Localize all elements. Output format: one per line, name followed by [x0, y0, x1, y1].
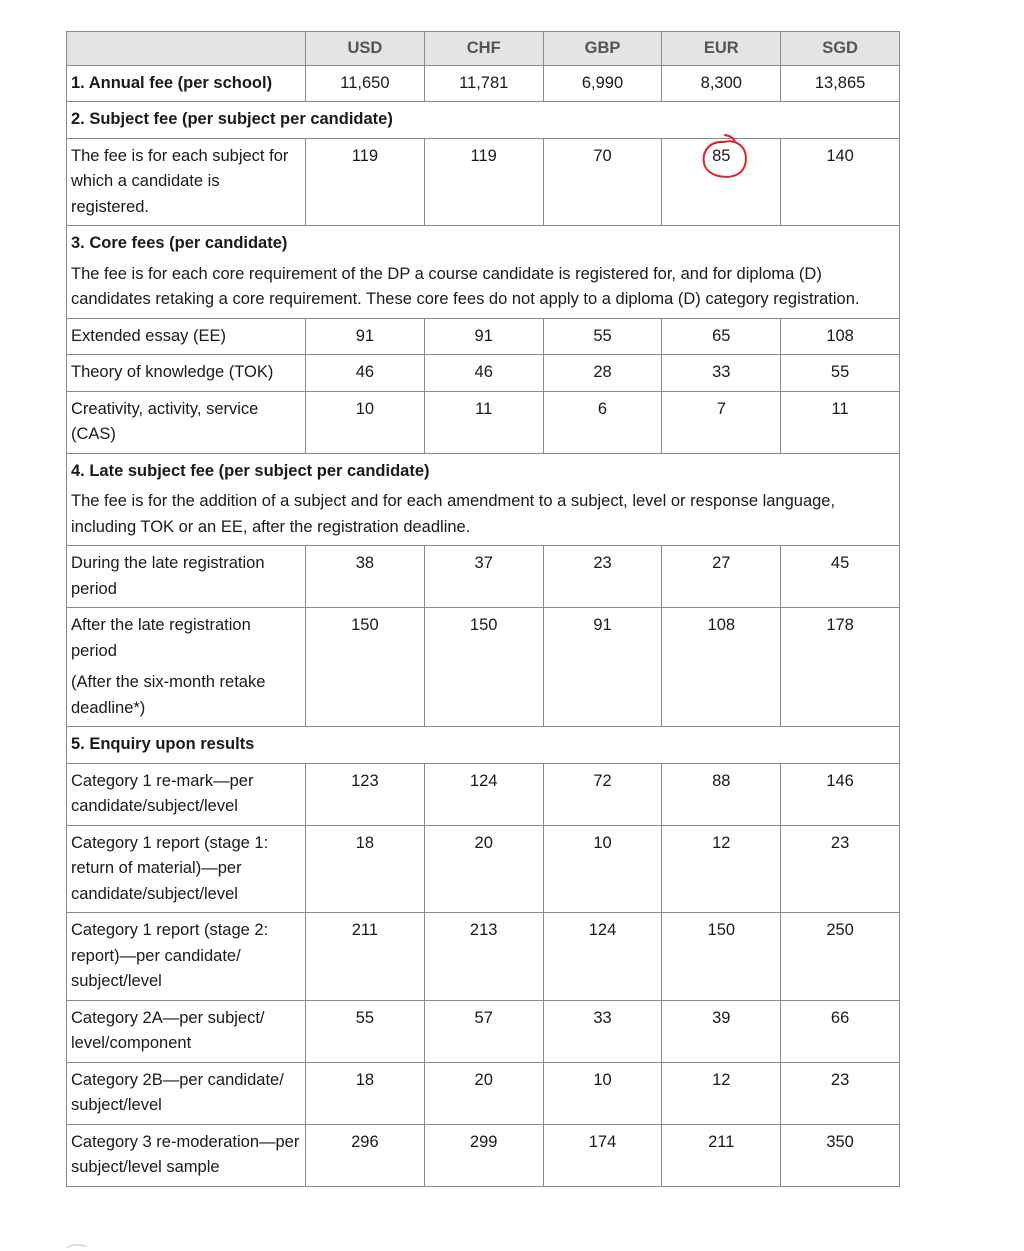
fee-sgd: 55 — [781, 355, 900, 392]
fee-chf: 11,781 — [424, 65, 543, 102]
section-title: 5. Enquiry upon results — [67, 727, 900, 764]
fee-usd: 91 — [306, 318, 425, 355]
fee-eur: 8,300 — [662, 65, 781, 102]
fee-eur: 12 — [662, 1062, 781, 1124]
section-title: 3. Core fees (per candidate) — [71, 234, 288, 252]
header-gbp: GBP — [543, 32, 662, 66]
fee-gbp: 70 — [543, 138, 662, 226]
fee-eur: 88 — [662, 763, 781, 825]
header-eur: EUR — [662, 32, 781, 66]
fee-usd: 211 — [306, 913, 425, 1001]
section-heading-row — [67, 226, 900, 319]
enquiry-row — [67, 1000, 900, 1062]
header-usd: USD — [306, 32, 425, 66]
late-fee-row — [67, 608, 900, 727]
row-label: Category 1 report (stage 2: report)—per candidate/ subject/level — [67, 913, 306, 1001]
row-label: Category 1 re-mark—per candidate/subject/level — [67, 763, 306, 825]
fee-gbp: 33 — [543, 1000, 662, 1062]
fee-usd: 150 — [306, 608, 425, 727]
scan-artifact-mark — [66, 1244, 88, 1249]
annual-fee-row — [67, 65, 900, 102]
section-heading-row — [67, 727, 900, 764]
fee-eur: 33 — [662, 355, 781, 392]
row-label: During the late registration period — [67, 546, 306, 608]
fee-chf: 91 — [424, 318, 543, 355]
fee-usd: 18 — [306, 825, 425, 913]
fee-eur: 12 — [662, 825, 781, 913]
row-label: Creativity, activity, service (CAS) — [67, 391, 306, 453]
fee-gbp: 23 — [543, 546, 662, 608]
fee-gbp: 28 — [543, 355, 662, 392]
fee-gbp: 72 — [543, 763, 662, 825]
fee-eur: 27 — [662, 546, 781, 608]
header-chf: CHF — [424, 32, 543, 66]
fee-eur: 39 — [662, 1000, 781, 1062]
fee-eur-cell — [662, 138, 781, 226]
row-label: Category 2B—per candidate/ subject/level — [67, 1062, 306, 1124]
row-label: The fee is for each subject for which a candidate is registered. — [67, 138, 306, 226]
fee-eur: 65 — [662, 318, 781, 355]
row-label-cell — [67, 608, 306, 727]
fee-eur: 85 — [712, 146, 731, 165]
fee-usd: 11,650 — [306, 65, 425, 102]
row-label: After the late registration period — [71, 616, 251, 660]
header-sgd: SGD — [781, 32, 900, 66]
fee-chf: 150 — [424, 608, 543, 727]
fee-sgd: 108 — [781, 318, 900, 355]
fee-usd: 55 — [306, 1000, 425, 1062]
fee-chf: 124 — [424, 763, 543, 825]
fee-gbp: 10 — [543, 1062, 662, 1124]
enquiry-row — [67, 1062, 900, 1124]
fee-chf: 299 — [424, 1124, 543, 1186]
enquiry-row — [67, 1124, 900, 1186]
circled-value — [712, 144, 730, 170]
fee-usd: 38 — [306, 546, 425, 608]
section-description: The fee is for each core requirement of the DP a course candidate is registered for, and for diploma (D) candidates retaking a core requirement. These core fees do not apply to a diploma (D) category registration. — [71, 264, 860, 308]
row-note: (After the six-month retake deadline*) — [71, 673, 266, 717]
row-label: Category 3 re-moderation—per subject/level sample — [67, 1124, 306, 1186]
fee-sgd: 350 — [781, 1124, 900, 1186]
fee-sgd: 66 — [781, 1000, 900, 1062]
fee-sgd: 23 — [781, 825, 900, 913]
fee-usd: 10 — [306, 391, 425, 453]
fee-gbp: 10 — [543, 825, 662, 913]
fee-chf: 20 — [424, 825, 543, 913]
fee-sgd: 250 — [781, 913, 900, 1001]
fee-chf: 46 — [424, 355, 543, 392]
fee-usd: 46 — [306, 355, 425, 392]
fee-usd: 123 — [306, 763, 425, 825]
fee-usd: 119 — [306, 138, 425, 226]
core-fee-row — [67, 391, 900, 453]
fee-usd: 296 — [306, 1124, 425, 1186]
fee-gbp: 6,990 — [543, 65, 662, 102]
fee-sgd: 178 — [781, 608, 900, 727]
row-label: Category 1 report (stage 1: return of material)—per candidate/subject/level — [67, 825, 306, 913]
section-heading-row — [67, 102, 900, 139]
fee-eur: 108 — [662, 608, 781, 727]
enquiry-row — [67, 825, 900, 913]
fee-usd: 18 — [306, 1062, 425, 1124]
core-fee-row — [67, 318, 900, 355]
fee-gbp: 6 — [543, 391, 662, 453]
fee-chf: 20 — [424, 1062, 543, 1124]
row-label: Category 2A—per subject/ level/component — [67, 1000, 306, 1062]
fee-sgd: 146 — [781, 763, 900, 825]
fees-table — [66, 31, 900, 1187]
section-title: 2. Subject fee (per subject per candidate) — [67, 102, 900, 139]
fee-chf: 57 — [424, 1000, 543, 1062]
fee-sgd: 13,865 — [781, 65, 900, 102]
section-heading-row — [67, 453, 900, 546]
fee-sgd: 11 — [781, 391, 900, 453]
fee-eur: 7 — [662, 391, 781, 453]
fee-chf: 11 — [424, 391, 543, 453]
row-label: Extended essay (EE) — [67, 318, 306, 355]
section-title: 4. Late subject fee (per subject per candidate) — [71, 461, 430, 480]
section-cell — [67, 453, 900, 546]
fee-gbp: 174 — [543, 1124, 662, 1186]
fee-sgd: 23 — [781, 1062, 900, 1124]
subject-fee-row — [67, 138, 900, 226]
fee-sgd: 45 — [781, 546, 900, 608]
section-cell — [67, 226, 900, 319]
section-description: The fee is for the addition of a subject and for each amendment to a subject, level or response language, including TOK or an EE, after the registration deadline. — [71, 492, 836, 536]
fee-eur: 150 — [662, 913, 781, 1001]
enquiry-row — [67, 913, 900, 1001]
fee-chf: 119 — [424, 138, 543, 226]
fee-chf: 37 — [424, 546, 543, 608]
fee-chf: 213 — [424, 913, 543, 1001]
currency-header-row — [67, 32, 900, 66]
fee-gbp: 124 — [543, 913, 662, 1001]
fee-sgd: 140 — [781, 138, 900, 226]
fee-eur: 211 — [662, 1124, 781, 1186]
row-label: Theory of knowledge (TOK) — [67, 355, 306, 392]
fee-gbp: 91 — [543, 608, 662, 727]
enquiry-row — [67, 763, 900, 825]
row-label: 1. Annual fee (per school) — [67, 65, 306, 102]
fee-gbp: 55 — [543, 318, 662, 355]
late-fee-row — [67, 546, 900, 608]
header-blank-cell — [67, 32, 306, 66]
core-fee-row — [67, 355, 900, 392]
